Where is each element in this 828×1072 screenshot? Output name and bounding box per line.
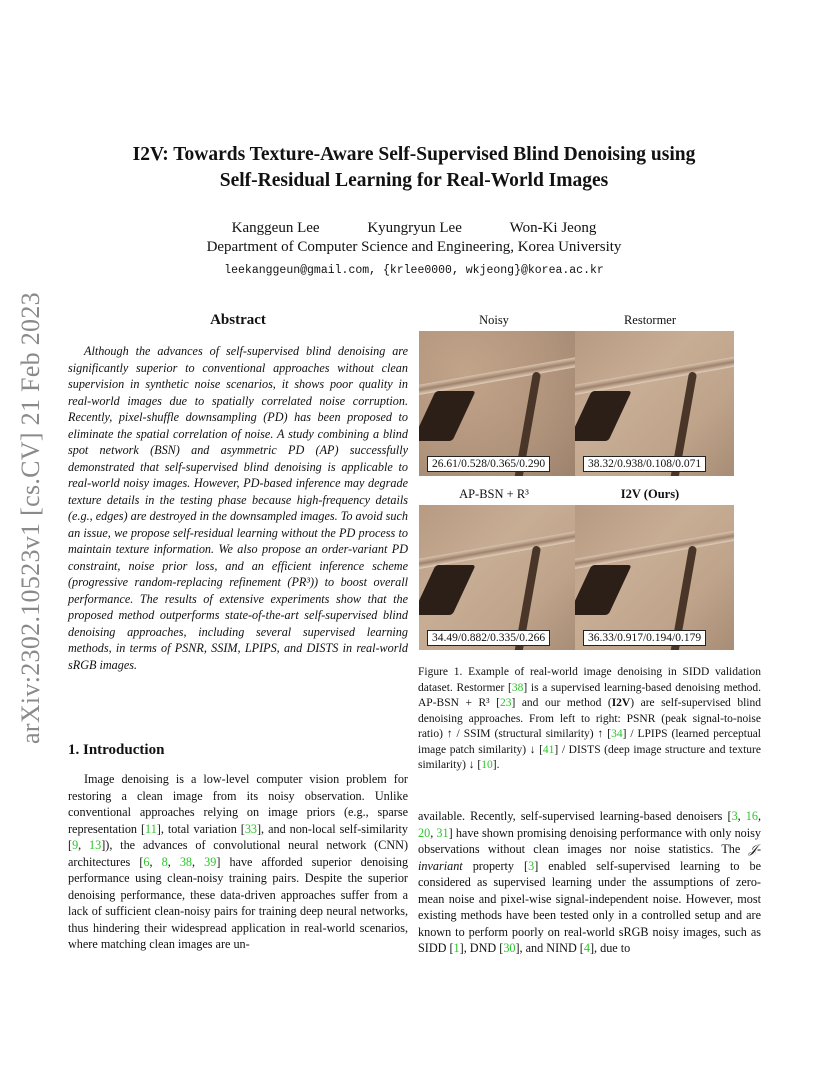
- figure-image-noisy: [419, 331, 578, 476]
- figure-label-i2v: I2V (Ours): [620, 487, 680, 501]
- citation[interactable]: 20: [418, 825, 431, 840]
- author-emails: leekanggeun@gmail.com, {krlee0000, wkjeong}@korea.ac.kr: [224, 264, 604, 277]
- figure-label-noisy: Noisy: [479, 313, 509, 327]
- author-1: Kanggeun Lee: [231, 220, 320, 236]
- citation[interactable]: 13: [89, 838, 102, 852]
- title-line-1: I2V: Towards Texture-Aware Self-Supervised Blind Denoising using: [132, 144, 696, 165]
- citation[interactable]: 23: [499, 697, 512, 709]
- abstract-section: [68, 312, 408, 673]
- right-column-paragraph: available. Recently, self-supervised learning-based denoisers [3, 16, 20, 31] have shown promising denoising performance with only noisy observations without clean images nor noise statistics. The 𝒥-invariant property [3] enabled self-supervised learning to be considered as supervised learning under the assumptions of zero-mean noise and pixel-wise signal-independent noise. However, most existing methods have been tested only in a controlled setup and are known to perform poorly on real-world sRGB noisy images, such as SIDD [1], DND [30], and NIND [4], due to: [418, 809, 762, 955]
- figure-label-apbsn: AP-BSN + R³: [459, 487, 529, 501]
- citation[interactable]: 33: [244, 821, 257, 836]
- paper-title: [100, 142, 728, 194]
- arxiv-id: arXiv:2302.10523v1 [cs.CV] 21 Feb 2023: [16, 292, 46, 744]
- author-3: Won-Ki Jeong: [509, 220, 597, 236]
- abstract-text: Although the advances of self-supervised blind denoising are significantly superior to conventional approaches without clean supervision in synthetic noise scenarios, it shows poor quality in real-world images due to spatially correlated noise corruption. Recently, pixel-shuffle downsampling (PD) has been proposed to eliminate the spatial correlation of noise. A study combining a blind spot network (BSN) and asymmetric PD (AP) successfully demonstrated that self-supervised blind denoising is applicable to real-world noisy images. However, PD-based inference may degrade texture details in the testing phase because high-frequency details (e.g., edges) are destroyed in the downsampled images. To avoid such an issue, we propose self-residual learning without the PD process to maintain texture information. We also propose an order-variant PD constraint, noise prior loss, and an efficient inference scheme (progressive random-replacing refinement (PR³)) to boost overall performance. The results of extensive experiments show that the proposed method outperforms state-of-the-art self-supervised blind denoising approaches, including several supervised learning methods, in terms of PSNR, SSIM, LPIPS, and DISTS in real-world sRGB images.: [68, 344, 408, 672]
- citation[interactable]: 11: [145, 821, 157, 836]
- citation[interactable]: 41: [542, 743, 555, 756]
- metric-apbsn: 34.49/0.882/0.335/0.266: [427, 630, 550, 646]
- abstract-heading: Abstract: [210, 312, 266, 328]
- citation[interactable]: 34: [611, 728, 623, 740]
- metric-restormer: 38.32/0.938/0.108/0.071: [583, 456, 706, 472]
- citation[interactable]: 10: [481, 759, 493, 771]
- citation[interactable]: 38: [511, 681, 524, 694]
- citation[interactable]: 31: [436, 825, 449, 840]
- author-names: [100, 219, 728, 238]
- figure-image-restormer: [575, 331, 734, 476]
- citation[interactable]: 38: [179, 854, 193, 869]
- arxiv-sidebar: [8, 275, 54, 761]
- citation[interactable]: 8: [161, 854, 168, 869]
- figure-image-i2v: [575, 505, 734, 650]
- introduction-paragraph: Image denoising is a low-level computer vision problem for restoring a clean image from its noisy observation. Unlike conventional approaches relying on image priors (e.g., sparse representation [11], total variation [33], and non-local self-similarity [9, 13]), the advances of convolutional neural network (CNN) architectures [6, 8, 38, 39] have afforded superior denoising performance using clean-noisy training pairs. Despite the superior denoising performance, these data-driven approaches suffer from a lack of sufficient clean-noisy pairs for training deep neural networks, thus hindering their widespread application in real-world scenarios, where matching clean images are un-: [68, 772, 409, 951]
- citation[interactable]: 1: [453, 941, 460, 955]
- citation[interactable]: 16: [745, 809, 758, 823]
- introduction-heading: 1. Introduction: [68, 742, 165, 758]
- citation[interactable]: 9: [72, 838, 79, 852]
- author-block: [100, 219, 728, 280]
- author-2: Kyungryun Lee: [367, 220, 462, 236]
- figure-caption: Figure 1. Example of real-world image denoising in SIDD validation dataset. Restormer [38] is a supervised learning-based denoising method. AP-BSN + R³ [23] and our method (I2V) are self-supervised blind denoising approaches. From left to right: PSNR (peak signal-to-noise ratio) ↑ / SSIM (structural similarity) ↑ [34] / LPIPS (learned perceptual image patch similarity) ↓ [41] / DISTS (deep image structure and texture similarity) ↓ [10].: [418, 666, 761, 771]
- title-line-2: Self-Residual Learning for Real-World Images: [219, 170, 609, 191]
- citation[interactable]: 3: [528, 858, 535, 873]
- introduction-section: [68, 742, 408, 953]
- figure-image-apbsn: [419, 505, 578, 650]
- citation[interactable]: 30: [503, 941, 516, 955]
- metric-noisy: 26.61/0.528/0.365/0.290: [427, 456, 550, 472]
- citation[interactable]: 3: [731, 809, 738, 823]
- citation[interactable]: 4: [583, 941, 590, 955]
- figure-label-restormer: Restormer: [623, 313, 677, 327]
- citation[interactable]: 39: [204, 854, 217, 869]
- metric-i2v: 36.33/0.917/0.194/0.179: [583, 630, 706, 646]
- affiliation: Department of Computer Science and Engineering, Korea University: [206, 239, 622, 255]
- citation[interactable]: 6: [143, 854, 150, 869]
